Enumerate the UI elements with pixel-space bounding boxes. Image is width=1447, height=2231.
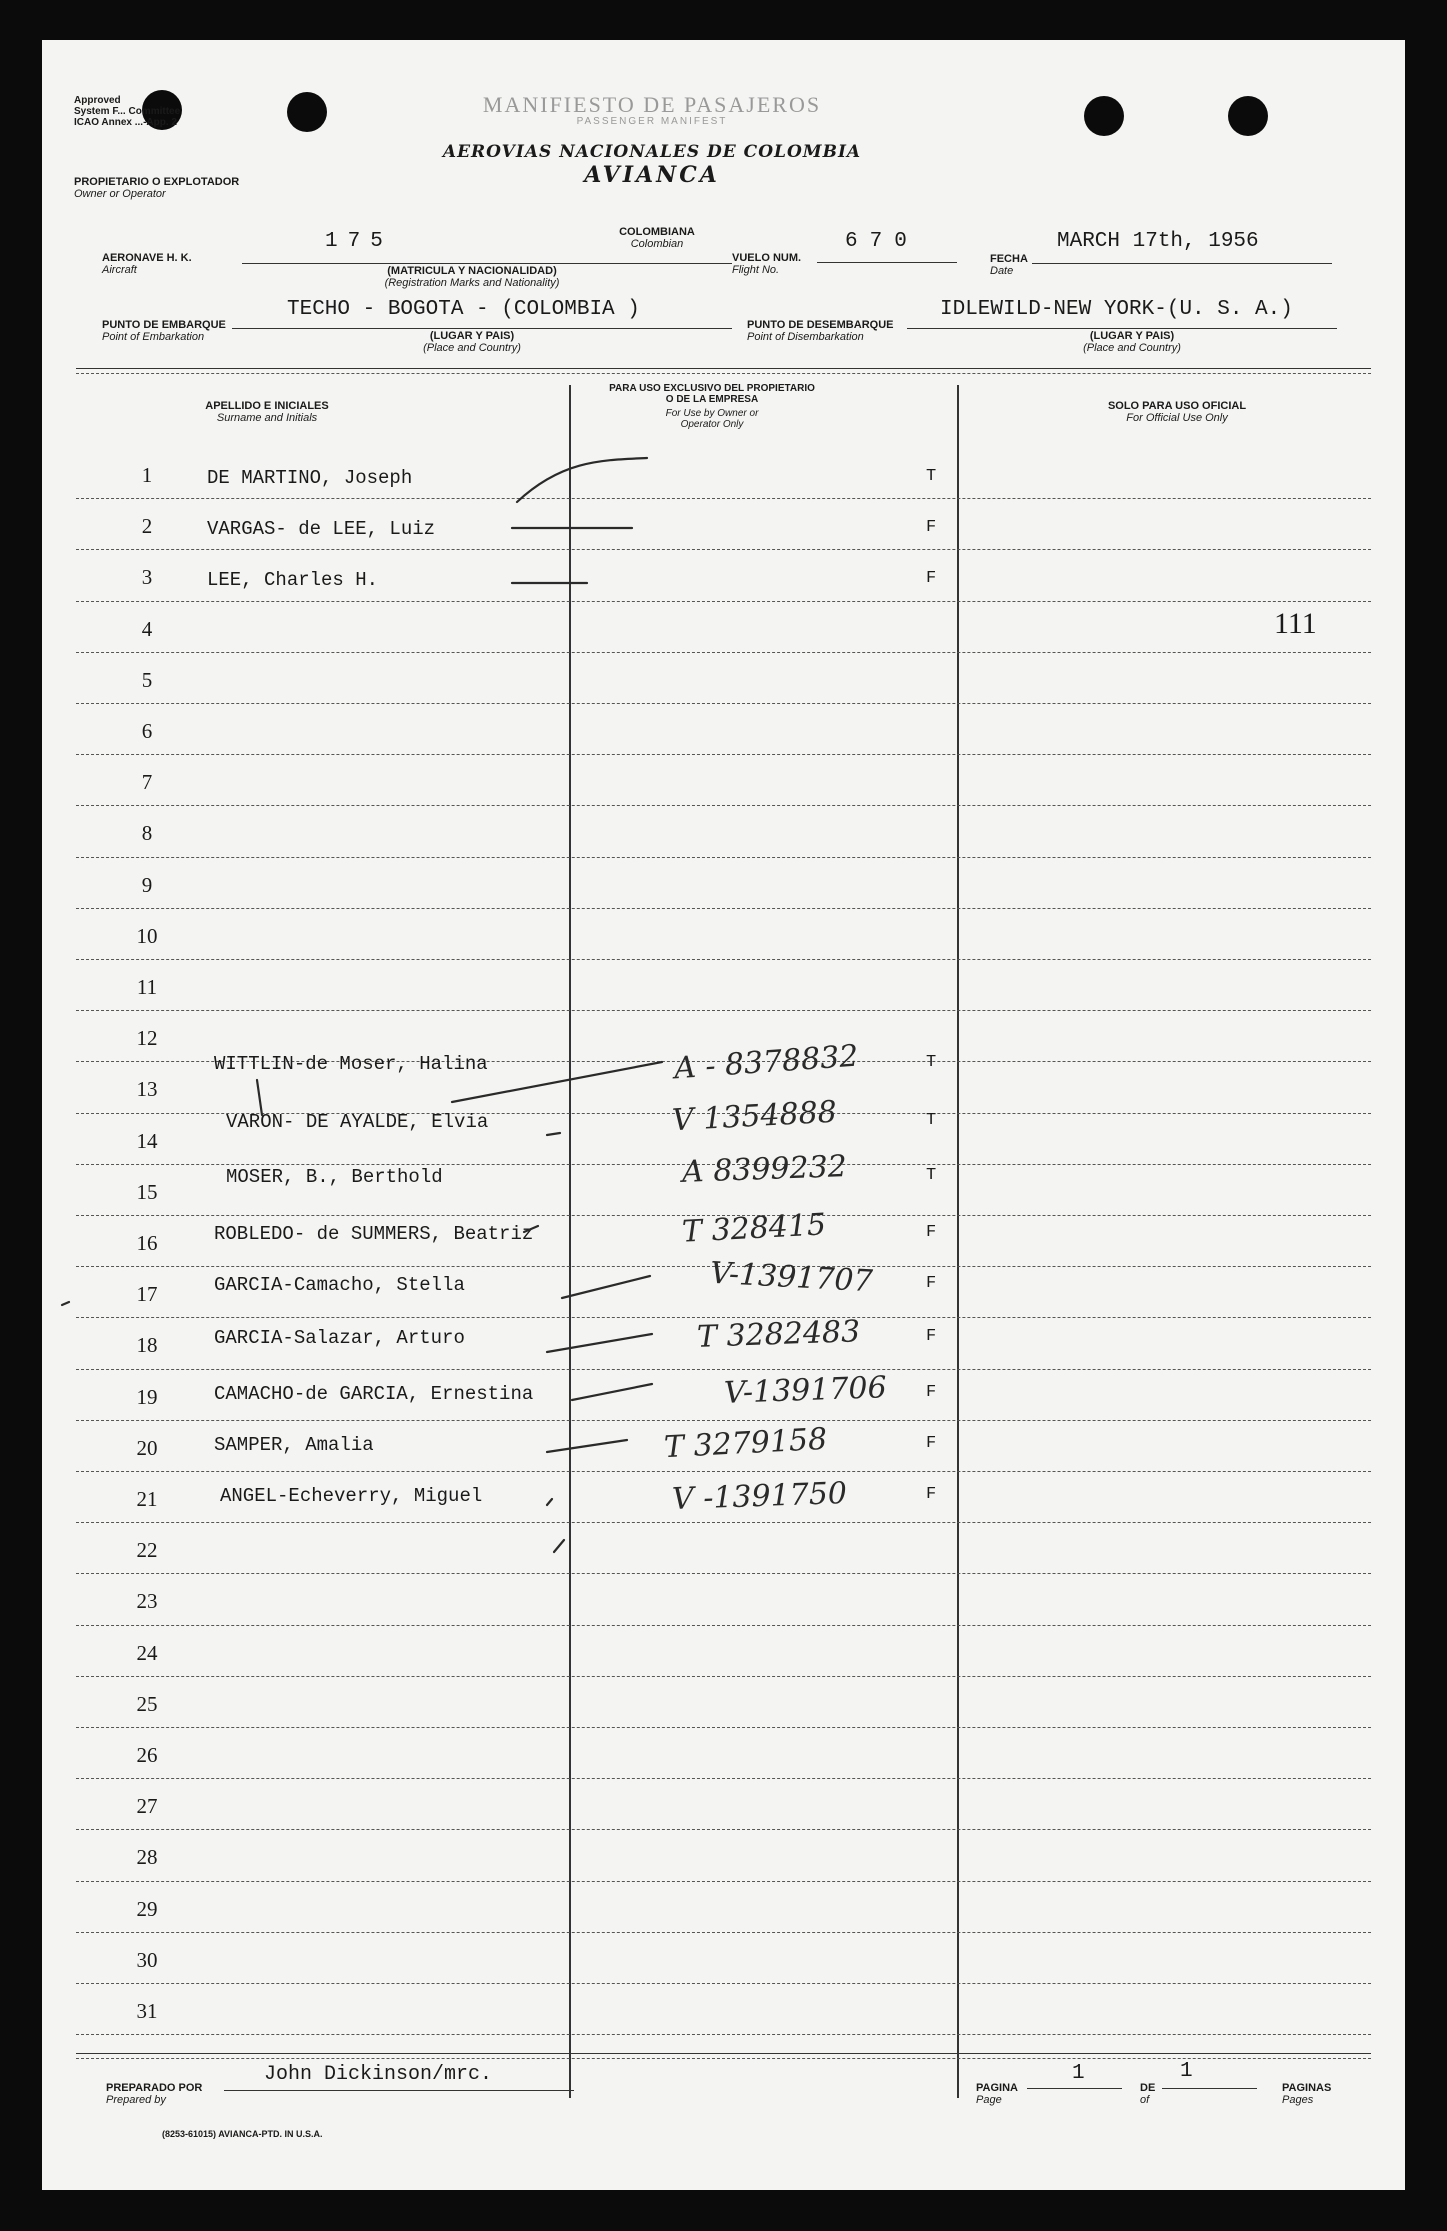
nationality-label-es: COLOMBIANA [619,226,695,238]
row-number: 14 [136,1128,158,1153]
total-underline [1162,2088,1257,2089]
registration-label-es: (MATRICULA Y NACIONALIDAD) [387,265,557,277]
of-label-es: DE [1140,2082,1156,2094]
passenger-name: DE MARTINO, Joseph [207,467,413,489]
row-number: 22 [136,1538,158,1563]
row-number: 3 [141,565,153,590]
place-label2-en: (Place and Country) [1083,342,1181,354]
of-label [1140,2082,1155,2106]
row-number: 1 [141,463,153,487]
row-number: 5 [141,667,153,692]
airline-name: AEROVIAS NACIONALES DE COLOMBIA [442,142,862,162]
row-number: 7 [141,770,153,795]
ticket-flag: T [926,1165,937,1185]
place-label-es: (LUGAR Y PAIS) [429,330,515,342]
passenger-name: ROBLEDO- de SUMMERS, Beatriz [214,1223,534,1245]
ticket-flag: F [926,1433,937,1453]
row-number: 2 [141,514,153,539]
row-number: 9 [141,872,153,897]
pages-label-en: Pages [1282,2094,1314,2106]
aircraft-label-es: AERONAVE H. K. [102,252,192,264]
prepared-underline [224,2090,574,2091]
document-number: T 328415 [681,1207,827,1250]
document-number: V-1391707 [709,1255,874,1300]
owner-label-en: Owner or Operator [74,188,166,200]
total-pages-value: 1 [1180,2060,1193,2083]
printer-note: (8253-61015) AVIANCA-PTD. IN U.S.A. [162,2129,323,2139]
passenger-name: GARCIA-Salazar, Arturo [214,1327,465,1350]
owner-label-es: PROPIETARIO O EXPLOTADOR [74,176,240,188]
document-number: V 1354888 [671,1094,838,1138]
row-number: 27 [136,1794,158,1819]
prepared-value: John Dickinson/mrc. [264,2063,493,2086]
document-number: A - 8378832 [673,1038,860,1087]
row-number: 18 [136,1333,158,1358]
document-number: T 3279158 [663,1421,828,1466]
document-number: V-1391706 [723,1369,888,1411]
flight-label-en: Flight No. [732,264,780,276]
row-number: 20 [136,1435,158,1460]
footer-rule [76,2058,1371,2059]
place-label-en: (Place and Country) [423,342,521,354]
column-header-owner-en: Operator Only [680,419,744,430]
row-number: 17 [136,1282,158,1307]
embark-label-en: Point of Embarkation [102,331,205,343]
place-label2-es: (LUGAR Y PAIS) [1089,330,1175,342]
ticket-flag: F [926,569,937,589]
row-number: 12 [136,1026,158,1051]
passenger-name: CAMACHO-de GARCIA, Ernestina [214,1382,534,1405]
approval-line: Approved [74,95,121,106]
passenger-name: VARON- DE AYALDE, Elvia [226,1110,489,1133]
page-underline [1027,2088,1122,2089]
prepared-label [106,2082,202,2106]
manifest-sheet [42,40,1405,2190]
page-label-en: Page [976,2094,1002,2106]
title-en: PASSENGER MANIFEST [576,116,728,127]
column-header-owner-es: PARA USO EXCLUSIVO DEL PROPIETARIO [609,383,815,394]
row-number: 26 [136,1743,158,1767]
ticket-flag: F [926,1382,937,1402]
row-number: 25 [136,1691,158,1716]
ticket-flag: T [926,467,937,486]
ticket-flag: F [926,518,937,538]
airline-brand: AVIANCA [584,162,720,188]
row-number: 29 [136,1896,158,1921]
passenger-name: VARGAS- de LEE, Luiz [207,518,436,541]
row-number: 31 [136,1999,158,2023]
row-number: 8 [141,821,153,846]
date-label-es: FECHA [990,253,1028,265]
footer-rule [76,2053,1371,2054]
row-number: 16 [136,1231,158,1255]
row-number: 10 [136,923,158,948]
row-number: 30 [136,1947,158,1972]
row-number: 11 [136,975,158,999]
ticket-flag: T [926,1110,937,1130]
ticket-flag: T [926,1053,937,1073]
flight-label-es: VUELO NUM. [732,252,802,264]
row-number: 13 [136,1077,158,1102]
nationality-label-en: Colombian [630,238,684,250]
document-number: V -1391750 [671,1475,848,1518]
date-value: MARCH 17th, 1956 [1057,230,1259,253]
aircraft-label-en: Aircraft [102,264,137,276]
passenger-name: MOSER, B., Berthold [226,1165,443,1188]
passenger-name: GARCIA-Camacho, Stella [214,1274,465,1297]
row-number: 28 [136,1845,158,1870]
ticket-flag: F [926,1274,937,1294]
row-number: 6 [141,719,153,743]
document-number: A 8399232 [681,1148,848,1190]
row-number: 24 [136,1640,158,1665]
row-number: 4 [141,616,153,641]
ticket-flag: F [926,1223,937,1242]
column-header-official-en: For Official Use Only [1126,412,1228,424]
date-label-en: Date [990,265,1014,277]
approval-line: System F... Committee [74,106,181,117]
ticket-flag: F [926,1327,937,1347]
pages-label-es: PAGINAS [1282,2082,1332,2094]
column-header-name-es: APELLIDO E INICIALES [205,400,329,412]
row-number: 15 [136,1179,158,1204]
disembark-value: IDLEWILD-NEW YORK-(U. S. A.) [940,298,1293,321]
passenger-name: SAMPER, Amalia [214,1433,374,1456]
page-value: 1 [1072,2062,1085,2085]
passenger-name: ANGEL-Echeverry, Miguel [220,1485,483,1507]
embark-value: TECHO - BOGOTA - (COLOMBIA ) [287,298,640,321]
column-header-owner-es: O DE LA EMPRESA [665,394,759,405]
column-header-owner-en: For Use by Owner or [665,408,759,419]
ticket-flag: F [926,1485,937,1504]
prepared-label-en: Prepared by [106,2094,166,2106]
title-es: MANIFIESTO DE PASAJEROS [482,92,822,117]
passenger-name: LEE, Charles H. [207,569,379,592]
embark-label-es: PUNTO DE EMBARQUE [102,319,226,331]
row-number: 19 [136,1384,158,1409]
registration-label-en: (Registration Marks and Nationality) [384,277,560,289]
column-header-official-es: SOLO PARA USO OFICIAL [1107,400,1247,412]
of-label-en: of [1140,2094,1150,2106]
row-number: 21 [136,1487,158,1511]
disembark-label-en: Point of Disembarkation [747,331,864,343]
aircraft-value: 175 [325,230,393,253]
page-label [976,2082,1018,2106]
disembark-label-es: PUNTO DE DESEMBARQUE [747,319,894,331]
official-mark: 111 [1274,606,1317,640]
approval-line: ICAO Annex ...-App. 2 [74,117,177,128]
page-label-es: PAGINA [976,2082,1018,2094]
passenger-name: WITTLIN-de Moser, Halina [214,1053,488,1076]
pages-label [1282,2082,1331,2106]
document-number: T 3282483 [696,1314,861,1356]
row-number: 23 [136,1589,158,1614]
handwritten-strokes [42,40,1405,2190]
prepared-label-es: PREPARADO POR [106,2082,203,2094]
flight-value: 670 [845,230,919,253]
column-header-name-en: Surname and Initials [216,412,318,424]
